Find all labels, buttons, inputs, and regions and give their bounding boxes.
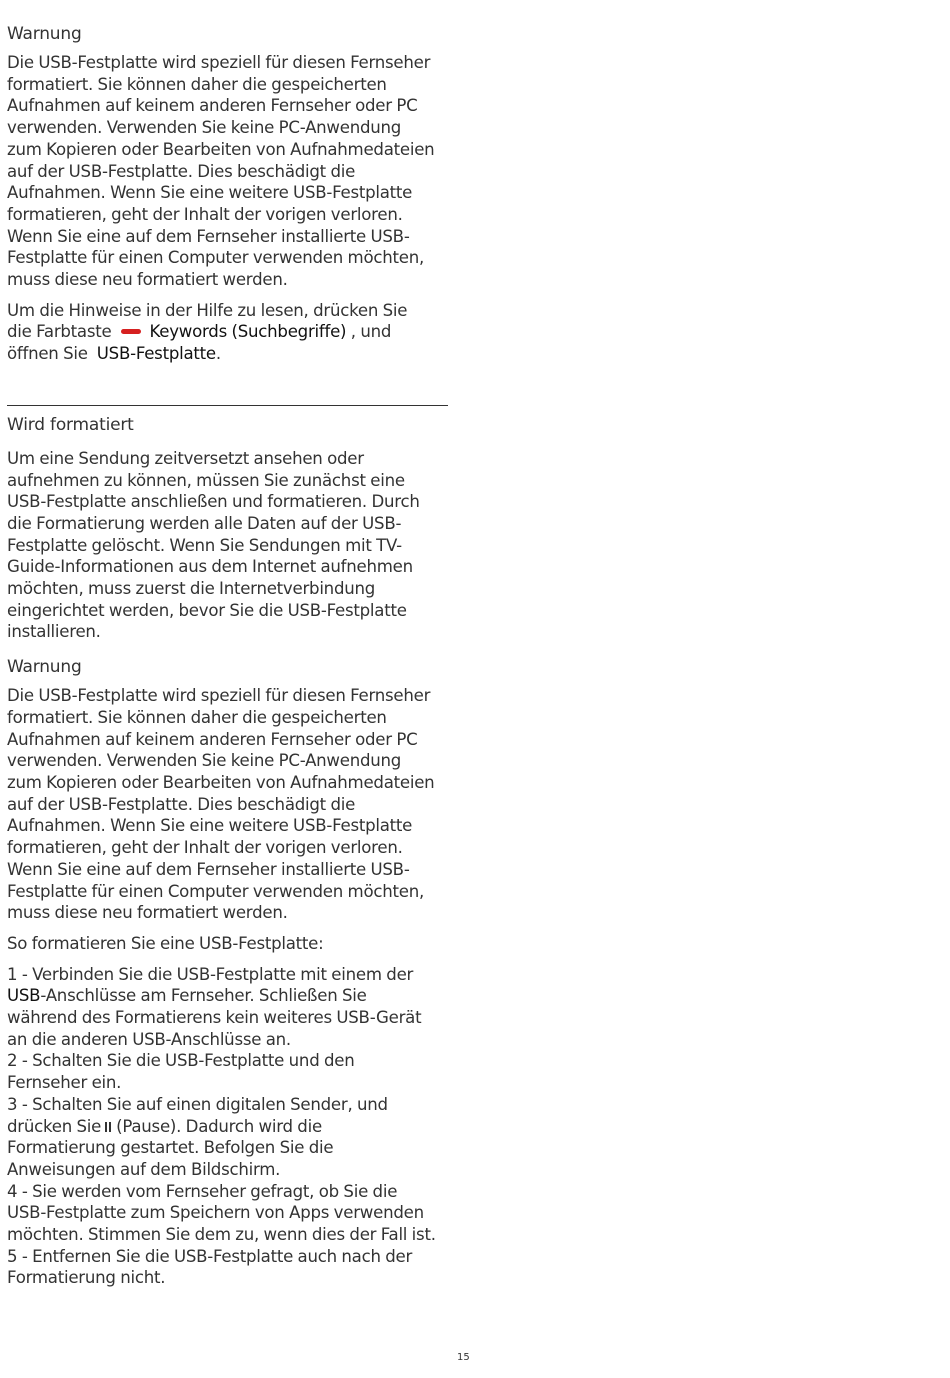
text-line: So formatieren Sie eine USB-Festplatte: [7,933,324,953]
text-line: Festplatte gelöscht. Wenn Sie Sendungen mit TV- [7,535,402,555]
text-line: Die USB-Festplatte wird speziell für diesen Fernseher [7,686,431,706]
text-line: installieren. [7,622,101,642]
text-line: Formatierung nicht. [7,1268,166,1288]
text-line: Festplatte für einen Computer verwenden möchten, [7,881,425,901]
text-line: Festplatte für einen Computer verwenden möchten, [7,248,425,268]
help-text: die Farbtaste [7,322,112,342]
usb-label: USB [7,986,41,1006]
help-text: öffnen Sie [7,344,88,364]
text-line: Anweisungen auf dem Bildschirm. [7,1159,281,1179]
text-line [7,1116,450,1138]
howto-paragraph [7,933,450,955]
text-line: auf der USB-Festplatte. Dies beschädigt die [7,794,356,814]
text-line: Formatierung gestartet. Befolgen Sie die [7,1138,334,1158]
help-text: . [215,344,221,364]
text-line: zum Kopieren oder Bearbeiten von Aufnahmedateien [7,139,435,159]
warning-paragraph [7,685,450,924]
text-line [7,985,450,1007]
text-line: formatieren, geht der Inhalt der vorigen verloren. [7,838,403,858]
warning-heading: Warnung [7,657,82,678]
text-line: USB-Festplatte anschließen und formatieren. Durch [7,492,420,512]
text-line: möchten. Stimmen Sie dem zu, wenn dies der Fall ist. [7,1225,436,1245]
usb-festplatte-link[interactable]: USB-Festplatte [96,344,216,364]
keywords-link[interactable]: Keywords (Suchbegriffe) [149,322,347,342]
text-line: Aufnahmen auf keinem anderen Fernseher oder PC [7,729,418,749]
text-line: verwenden. Verwenden Sie keine PC-Anwendung [7,751,402,771]
pause-icon [105,1116,112,1126]
manual-page [7,22,450,1298]
text-line [7,321,450,343]
steps-list [7,964,450,1290]
step-5: 5 - Entfernen Sie die USB-Festplatte auch nach der [7,1246,413,1266]
text-line [7,343,450,365]
intro-paragraph [7,448,450,643]
text-line: zum Kopieren oder Bearbeiten von Aufnahmedateien [7,772,435,792]
text-line: Aufnahmen. Wenn Sie eine weitere USB-Festplatte [7,816,413,836]
step-4: 4 - Sie werden vom Fernseher gefragt, ob Sie die [7,1181,398,1201]
text-line: eingerichtet werden, bevor Sie die USB-Festplatte [7,600,407,620]
text-line: Um die Hinweise in der Hilfe zu lesen, drücken Sie [7,300,408,320]
red-color-key-icon [121,329,141,334]
help-text: , und [346,322,392,342]
text-line: muss diese neu formatiert werden. [7,270,288,290]
warning-paragraph [7,52,450,291]
text-line: aufnehmen zu können, müssen Sie zunächst eine [7,470,405,490]
text-line: Wenn Sie eine auf dem Fernseher installierte USB- [7,859,410,879]
step-1: 1 - Verbinden Sie die USB-Festplatte mit einem der [7,964,414,984]
step-text: drücken Sie [7,1116,102,1136]
warning-heading: Warnung [7,24,82,44]
text-line: Guide-Informationen aus dem Internet aufnehmen [7,557,413,577]
step-text: -Anschlüsse am Fernseher. Schließen Sie [40,986,367,1006]
text-line: die Formatierung werden alle Daten auf der USB- [7,513,402,533]
text-line: Aufnahmen auf keinem anderen Fernseher oder PC [7,96,418,116]
help-paragraph [7,300,450,365]
text-line: formatiert. Sie können daher die gespeicherten [7,707,387,727]
step-text: (Pause). Dadurch wird die [116,1116,322,1136]
text-line: auf der USB-Festplatte. Dies beschädigt die [7,161,356,181]
text-line: USB-Festplatte zum Speichern von Apps verwenden [7,1203,424,1223]
text-line: Fernseher ein. [7,1073,122,1093]
text-line: Die USB-Festplatte wird speziell für diesen Fernseher [7,53,431,72]
text-line: Um eine Sendung zeitversetzt ansehen oder [7,448,364,468]
text-line: während des Formatierens kein weiteres USB-Gerät [7,1008,422,1028]
text-line: möchten, muss zuerst die Internetverbindung [7,579,376,599]
text-line: Wenn Sie eine auf dem Fernseher installierte USB- [7,226,410,246]
step-3: 3 - Schalten Sie auf einen digitalen Sender, und [7,1094,388,1114]
text-line: muss diese neu formatiert werden. [7,903,288,923]
section-heading: Wird formatiert [7,414,134,435]
text-line: formatiert. Sie können daher die gespeicherten [7,74,387,94]
step-2: 2 - Schalten Sie die USB-Festplatte und den [7,1051,355,1071]
text-line: Aufnahmen. Wenn Sie eine weitere USB-Festplatte [7,183,413,203]
text-line: verwenden. Verwenden Sie keine PC-Anwendung [7,118,402,138]
text-line: formatieren, geht der Inhalt der vorigen verloren. [7,204,403,224]
text-line: an die anderen USB-Anschlüsse an. [7,1029,291,1049]
page-number: 15 [457,1352,470,1363]
